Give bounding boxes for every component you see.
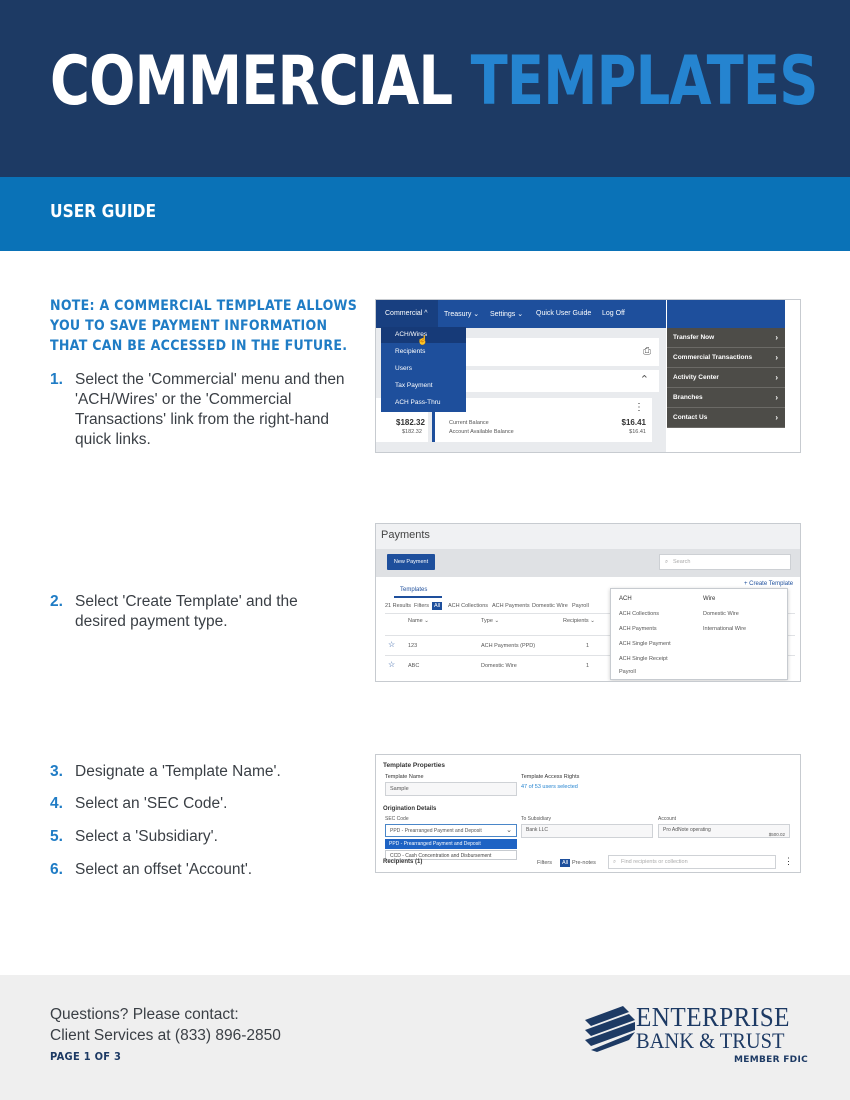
current-balance-label: Current Balance xyxy=(449,420,489,426)
menu-item[interactable]: ACH Single Payment xyxy=(619,641,671,647)
page-subtitle: USER GUIDE xyxy=(50,201,157,222)
quick-link-label: Contact Us xyxy=(673,414,708,421)
nav-bar-right xyxy=(667,300,785,328)
step-number: 6. xyxy=(50,861,63,878)
menu-header-wire: Wire xyxy=(703,596,716,602)
recipients-filter-all[interactable]: All xyxy=(562,860,569,866)
sec-code-select[interactable] xyxy=(385,824,517,837)
account-select[interactable] xyxy=(658,824,790,838)
dropdown-item-ach-wires[interactable]: ACH/Wires xyxy=(381,327,466,343)
sec-option-ppd[interactable]: PPD - Prearranged Payment and Deposit xyxy=(385,839,517,849)
row-name: ABC xyxy=(408,663,420,669)
balance-amount: $182.32 xyxy=(396,418,425,427)
column-header-recipients[interactable]: Recipients ⌄ xyxy=(563,618,595,624)
more-options-icon[interactable]: ⋮ xyxy=(784,856,793,866)
page-number: PAGE 1 OF 3 xyxy=(50,1050,122,1063)
template-name-label: Template Name xyxy=(385,774,424,780)
chevron-up-icon[interactable]: ⌃ xyxy=(639,374,649,386)
step-2 xyxy=(50,592,340,632)
subsidiary-value: Bank LLC xyxy=(526,827,548,833)
step-1 xyxy=(50,370,355,450)
chevron-right-icon: › xyxy=(775,393,778,402)
filter-ach-payments[interactable]: ACH Payments xyxy=(492,603,530,609)
subsidiary-select[interactable] xyxy=(521,824,653,838)
step-number: 1. xyxy=(50,371,63,388)
filter-ach-collections[interactable]: ACH Collections xyxy=(448,603,489,609)
balance-amount: $16.41 xyxy=(621,418,646,427)
find-placeholder: Find recipients or collection xyxy=(621,859,688,865)
chevron-down-icon: ⌄ xyxy=(506,827,512,834)
row-recipients: 1 xyxy=(586,663,590,669)
available-balance-label: Account Available Balance xyxy=(449,429,514,435)
create-template-label: Create Template xyxy=(749,581,794,587)
nav-settings[interactable]: Settings ⌄ xyxy=(490,311,524,318)
contact-line: Client Services at (833) 896-2850 xyxy=(50,1027,281,1044)
step-text: Select an offset 'Account'. xyxy=(75,861,253,878)
quick-link-label: Commercial Transactions xyxy=(673,354,753,361)
quick-links-panel xyxy=(667,328,785,428)
dropdown-item-ach-pass-thru[interactable]: ACH Pass-Thru xyxy=(395,399,441,406)
new-payment-button[interactable]: New Payment xyxy=(387,554,435,570)
create-template-menu xyxy=(610,588,788,680)
chevron-right-icon: › xyxy=(775,413,778,422)
cursor-icon: ☝ xyxy=(417,335,429,345)
step-number: 4. xyxy=(50,795,63,812)
row-recipients: 1 xyxy=(586,643,590,649)
note-line: NOTE: A COMMERCIAL TEMPLATE ALLOWS xyxy=(50,298,358,314)
step-text: Designate a 'Template Name'. xyxy=(75,763,281,780)
search-icon: ⌕ xyxy=(613,859,617,865)
dropdown-item-users[interactable]: Users xyxy=(395,365,412,372)
recipients-filters-label: Filters xyxy=(537,860,552,866)
contact-line: Questions? Please contact: xyxy=(50,1006,239,1023)
chevron-right-icon: › xyxy=(775,353,778,362)
nav-quick-user-guide[interactable]: Quick User Guide xyxy=(536,310,592,317)
step-text: Select 'Create Template' and the desired payment type. xyxy=(75,593,298,630)
top-nav-bar xyxy=(376,300,666,328)
menu-item[interactable]: ACH Collections xyxy=(619,611,660,617)
dashboard-card-header xyxy=(464,370,659,392)
row-type: Domestic Wire xyxy=(481,663,517,669)
menu-item[interactable]: Payroll xyxy=(619,669,636,675)
step-6 xyxy=(50,860,350,880)
star-icon[interactable]: ☆ xyxy=(388,660,396,669)
filter-payroll[interactable]: Payroll xyxy=(572,603,589,609)
title-part-1: COMMERCIAL xyxy=(50,42,453,121)
contact-info xyxy=(50,1004,281,1046)
star-icon[interactable]: ☆ xyxy=(388,640,396,649)
access-rights-link[interactable]: 47 of 53 users selected xyxy=(521,784,578,790)
print-icon[interactable]: ⎙ xyxy=(643,346,651,357)
tab-templates[interactable]: Templates xyxy=(400,587,428,593)
dropdown-item-recipients[interactable]: Recipients xyxy=(395,348,426,355)
payments-search-input[interactable] xyxy=(659,554,791,570)
prenotes-filter[interactable]: Pre-notes xyxy=(572,860,596,866)
quick-link-label: Transfer Now xyxy=(673,334,715,341)
quick-link-commercial-transactions[interactable] xyxy=(667,348,785,368)
filters-label: Filters xyxy=(414,603,429,609)
note-line: YOU TO SAVE PAYMENT INFORMATION xyxy=(50,318,328,334)
quick-link-branches[interactable] xyxy=(667,388,785,408)
filter-domestic-wire[interactable]: Domestic Wire xyxy=(532,603,568,609)
step-text: Select a 'Subsidiary'. xyxy=(75,828,218,845)
nav-treasury[interactable]: Treasury ⌄ xyxy=(444,311,480,318)
chevron-right-icon: › xyxy=(775,373,778,382)
filter-all[interactable]: All xyxy=(434,603,441,609)
find-recipients-input[interactable] xyxy=(608,855,776,869)
quick-link-contact-us[interactable] xyxy=(667,408,785,428)
page-title xyxy=(50,42,818,122)
screenshot-commercial-menu xyxy=(375,299,801,453)
menu-header-ach: ACH xyxy=(619,596,632,602)
step-text: Select the 'Commercial' menu and then 'ACH/Wires' or the 'Commercial Transactions' link from the right-hand quick links. xyxy=(75,371,345,448)
step-number: 3. xyxy=(50,763,63,780)
step-number: 2. xyxy=(50,593,63,610)
logo-wordmark-bank-trust: BANK & TRUST xyxy=(636,1028,785,1053)
template-properties-title: Template Properties xyxy=(383,762,446,769)
search-icon: ⌕ xyxy=(665,559,669,565)
payments-title: Payments xyxy=(381,529,430,541)
step-5 xyxy=(50,827,350,847)
template-name-value: Sample xyxy=(390,786,409,792)
recipients-label: Recipients (1) xyxy=(383,859,423,865)
quick-link-label: Branches xyxy=(673,394,703,401)
search-placeholder: Search xyxy=(673,559,691,565)
subsidiary-label: To Subsidiary xyxy=(521,816,552,822)
column-header-name[interactable]: Name ⌄ xyxy=(408,618,429,624)
balance-sub: $16.41 xyxy=(629,429,646,435)
row-type: ACH Payments (PPD) xyxy=(481,643,536,649)
more-options-icon[interactable]: ⋮ xyxy=(634,402,644,413)
account-amount: $500.02 xyxy=(768,832,785,837)
tab-underline xyxy=(394,596,442,598)
access-rights-label: Template Access Rights xyxy=(521,774,580,780)
account-label: Account xyxy=(658,816,677,822)
quick-link-transfer-now[interactable] xyxy=(667,328,785,348)
sec-code-value: PPD - Prearranged Payment and Deposit xyxy=(390,828,482,834)
balance-sub: $182.32 xyxy=(402,429,422,435)
dashboard-card xyxy=(464,338,659,366)
sec-code-label: SEC Code xyxy=(385,816,409,822)
nav-commercial[interactable]: Commercial ^ xyxy=(385,310,428,317)
note-line: THAT CAN BE ACCESSED IN THE FUTURE. xyxy=(50,338,348,354)
title-part-2: TEMPLATES xyxy=(470,42,818,121)
quick-link-activity-center[interactable] xyxy=(667,368,785,388)
template-name-input[interactable] xyxy=(385,782,517,796)
step-3 xyxy=(50,762,350,782)
menu-item[interactable]: ACH Payments xyxy=(619,626,657,632)
screenshot-template-properties xyxy=(375,754,801,873)
quick-link-label: Activity Center xyxy=(673,374,719,381)
create-template-link[interactable]: + Create Template xyxy=(744,581,794,587)
step-text: Select an 'SEC Code'. xyxy=(75,795,228,812)
menu-item[interactable]: Domestic Wire xyxy=(703,611,739,617)
step-4 xyxy=(50,794,350,814)
logo-wordmark-enterprise: ENTERPRISE xyxy=(636,1002,790,1032)
origination-details-title: Origination Details xyxy=(383,806,437,812)
member-fdic: MEMBER FDIC xyxy=(734,1055,809,1065)
column-header-type[interactable]: Type ⌄ xyxy=(481,618,500,624)
nav-log-off[interactable]: Log Off xyxy=(602,310,625,317)
note-callout xyxy=(50,296,358,356)
step-number: 5. xyxy=(50,828,63,845)
row-name: 123 xyxy=(408,643,418,649)
sec-option-ccd[interactable]: CCD - Cash Concentration and Disbursement xyxy=(385,850,517,860)
dropdown-item-tax-payment[interactable]: Tax Payment xyxy=(395,382,433,389)
chevron-right-icon: › xyxy=(775,333,778,342)
commercial-dropdown xyxy=(381,327,466,412)
results-count: 21 Results xyxy=(385,603,411,609)
menu-item[interactable]: International Wire xyxy=(703,626,747,632)
menu-item[interactable]: ACH Single Receipt xyxy=(619,656,668,662)
screenshot-payments xyxy=(375,523,801,682)
account-value: Pro AdNote operating xyxy=(663,827,711,833)
